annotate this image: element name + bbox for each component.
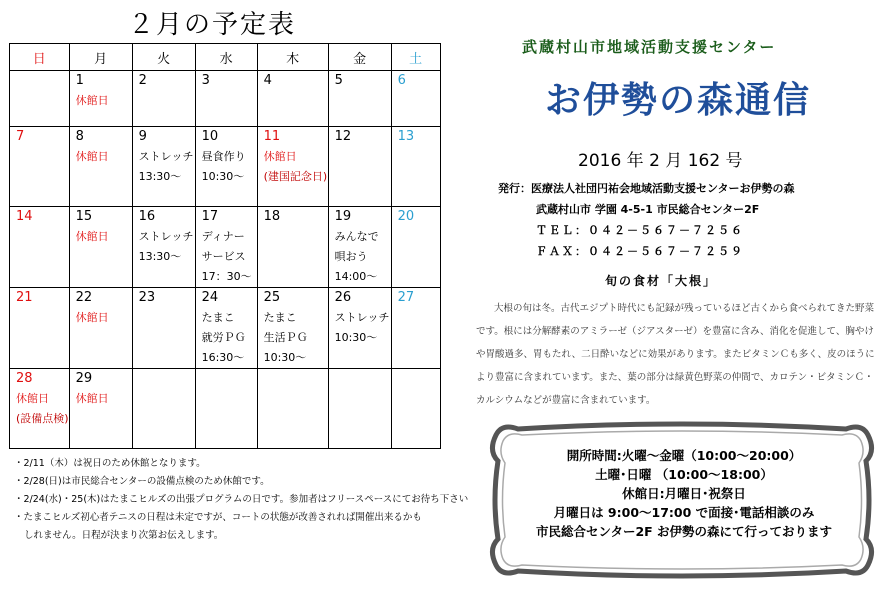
day-cell <box>10 71 70 127</box>
day-number: 9 <box>138 129 147 144</box>
day-number: 2 <box>138 73 147 88</box>
day-cell <box>328 369 391 449</box>
day-cell <box>195 71 257 127</box>
event-text: 就労ＰＧ <box>201 331 246 344</box>
event-text: ストレッチ <box>138 230 194 243</box>
day-number: 29 <box>75 371 93 386</box>
publisher-info <box>498 178 795 262</box>
event-text: 昼食作り <box>201 150 246 163</box>
weekday-header-row <box>10 44 441 71</box>
weekday-header: 木 <box>257 44 328 71</box>
event-text: 10:30～ <box>201 170 245 183</box>
closed-days: 休館日:月曜日･祝祭日 <box>622 486 746 501</box>
day-number: 13 <box>397 129 415 144</box>
day-number: 19 <box>334 209 352 224</box>
day-number: 4 <box>263 73 272 88</box>
day-number: 24 <box>201 290 219 305</box>
day-cell <box>132 207 195 288</box>
note-line: しれません。日程が決まり次第お伝えします。 <box>24 530 224 541</box>
day-cell <box>132 288 195 369</box>
event-text: (建国記念日) <box>263 170 328 183</box>
day-cell <box>257 207 328 288</box>
event-text: 13:30～ <box>138 250 182 263</box>
event-text: みんなで <box>334 230 379 243</box>
issue-number: 2016 年 2 月 162 号 <box>578 151 743 171</box>
day-cell <box>328 288 391 369</box>
day-number: 10 <box>201 129 219 144</box>
day-cell <box>328 207 391 288</box>
day-number: 8 <box>75 129 84 144</box>
day-number: 27 <box>397 290 415 305</box>
day-cell <box>69 127 132 207</box>
calendar-grid <box>9 43 441 449</box>
day-cell <box>132 127 195 207</box>
day-cell <box>257 127 328 207</box>
event-text: 休館日 <box>75 311 109 324</box>
hours-weekdays: 開所時間:火曜～金曜（10:00～20:00） <box>566 448 802 463</box>
week-row <box>10 207 441 288</box>
day-cell <box>10 127 70 207</box>
event-text: 10:30～ <box>334 331 378 344</box>
day-cell <box>10 207 70 288</box>
note-line: ・2/28(日)は市民総合センターの設備点検のため休館です。 <box>14 476 270 487</box>
hours-weekend: 土曜･日曜 （10:00～18:00） <box>595 467 773 482</box>
weekday-header: 日 <box>10 44 70 71</box>
event-text: 休館日 <box>16 392 49 405</box>
day-cell <box>69 207 132 288</box>
event-text: ストレッチ <box>138 150 194 163</box>
day-cell <box>10 288 70 369</box>
weekday-header: 水 <box>195 44 257 71</box>
event-text: 休館日 <box>75 94 109 107</box>
day-number: 14 <box>16 209 33 224</box>
event-text: サービス <box>201 250 246 263</box>
note-line: ・2/11（木）は祝日のため休館となります。 <box>14 458 206 469</box>
day-cell <box>195 288 257 369</box>
event-text: ディナー <box>201 230 245 243</box>
day-cell <box>195 127 257 207</box>
calendar-notes <box>14 455 468 545</box>
day-number: 20 <box>397 209 415 224</box>
day-number: 21 <box>16 290 33 305</box>
day-number: 12 <box>334 129 352 144</box>
event-text: 10:30～ <box>263 351 307 364</box>
day-cell <box>132 369 195 449</box>
day-cell <box>132 71 195 127</box>
day-number: 23 <box>138 290 156 305</box>
day-cell <box>10 369 70 449</box>
day-number: 25 <box>263 290 281 305</box>
publisher-line: 発行：医療法人社団円祐会地域活動支援センターお伊勢の森 <box>498 182 795 195</box>
day-cell <box>257 71 328 127</box>
event-text: 16:30～ <box>201 351 245 364</box>
day-cell <box>195 369 257 449</box>
day-cell <box>391 369 440 449</box>
weekday-header: 月 <box>69 44 132 71</box>
day-cell <box>69 71 132 127</box>
day-number: 18 <box>263 209 281 224</box>
event-text: 休館日 <box>75 392 109 405</box>
day-number: 16 <box>138 209 156 224</box>
day-cell <box>257 288 328 369</box>
organization-name: 武蔵村山市地域活動支援センター <box>522 38 777 56</box>
monday-note: 月曜日は 9:00～17:00 で面接･電話相談のみ <box>553 505 815 520</box>
event-text: 13:30～ <box>138 170 182 183</box>
event-text: たまこ <box>201 311 235 324</box>
weekday-header: 火 <box>132 44 195 71</box>
seasonal-paragraph: 大根の旬は冬。古代エジプト時代にも記録が残っているほど古くから食べられてきた野菜です。根には分解酵素のアミラーゼ（ジアスターゼ）を豊富に含み、消化を促進して、胸やけや胃酸過多、胃もたれ、二日酔いなどに効果があります。またビタミンＣも多く、皮のほうにより豊富に含まれています。また、葉の部分は緑黄色野菜の仲間で、カロテン・ビタミンＣ・カルシウムなどが豊富に含まれています。 <box>476 303 875 406</box>
day-cell <box>328 127 391 207</box>
day-cell <box>391 288 440 369</box>
opening-hours-box <box>512 446 856 541</box>
calendar-title: ２月の予定表 <box>128 10 297 40</box>
day-number: 5 <box>334 73 343 88</box>
event-text: (設備点検) <box>16 412 69 425</box>
day-cell <box>391 127 440 207</box>
location-note: 市民総合センター2F お伊勢の森にて行っております <box>535 524 833 539</box>
weekday-header: 土 <box>391 44 440 71</box>
week-row <box>10 369 441 449</box>
event-text: 生活ＰＧ <box>263 331 308 344</box>
event-text: 14:00～ <box>334 270 378 283</box>
day-number: 7 <box>16 129 25 144</box>
day-number: 28 <box>16 371 33 386</box>
note-line: ・2/24(水)・25(木)はたまこヒルズの出張プログラムの日です。参加者はフリースペースにてお待ち下さい <box>14 494 469 505</box>
event-text: 休館日 <box>75 150 109 163</box>
event-text: ストレッチ <box>334 311 390 324</box>
week-row <box>10 288 441 369</box>
day-number: 11 <box>263 129 281 144</box>
day-cell <box>69 288 132 369</box>
day-number: 26 <box>334 290 352 305</box>
weekday-header: 金 <box>328 44 391 71</box>
day-number: 22 <box>75 290 93 305</box>
event-text: 休館日 <box>263 150 297 163</box>
day-cell <box>328 71 391 127</box>
day-cell <box>391 207 440 288</box>
note-line: ・たまこヒルズ初心者テニスの日程は未定ですが、コートの状態が改善されれば開催出来るかも <box>14 512 422 523</box>
tel-line: ＴＥＬ：０４２－５６７－７２５６ <box>536 224 744 237</box>
fax-line: ＦＡＸ：０４２－５６７－７２５９ <box>536 245 744 258</box>
day-number: 3 <box>201 73 210 88</box>
week-row <box>10 127 441 207</box>
day-cell <box>195 207 257 288</box>
newsletter-title: お伊勢の森通信 <box>545 79 812 121</box>
event-text: 唄おう <box>334 250 368 263</box>
seasonal-heading: 旬の食材「大根」 <box>605 274 718 288</box>
day-cell <box>391 71 440 127</box>
day-cell <box>257 369 328 449</box>
event-text: 休館日 <box>75 230 109 243</box>
week-row <box>10 71 441 127</box>
day-cell <box>69 369 132 449</box>
address-line: 武蔵村山市 学園 4-5-1 市民総合センター2F <box>536 203 760 216</box>
day-number: 6 <box>397 73 406 88</box>
event-text: たまこ <box>263 311 297 324</box>
day-number: 15 <box>75 209 93 224</box>
day-number: 1 <box>75 73 84 88</box>
event-text: 17：30～ <box>201 270 252 283</box>
day-number: 17 <box>201 209 219 224</box>
